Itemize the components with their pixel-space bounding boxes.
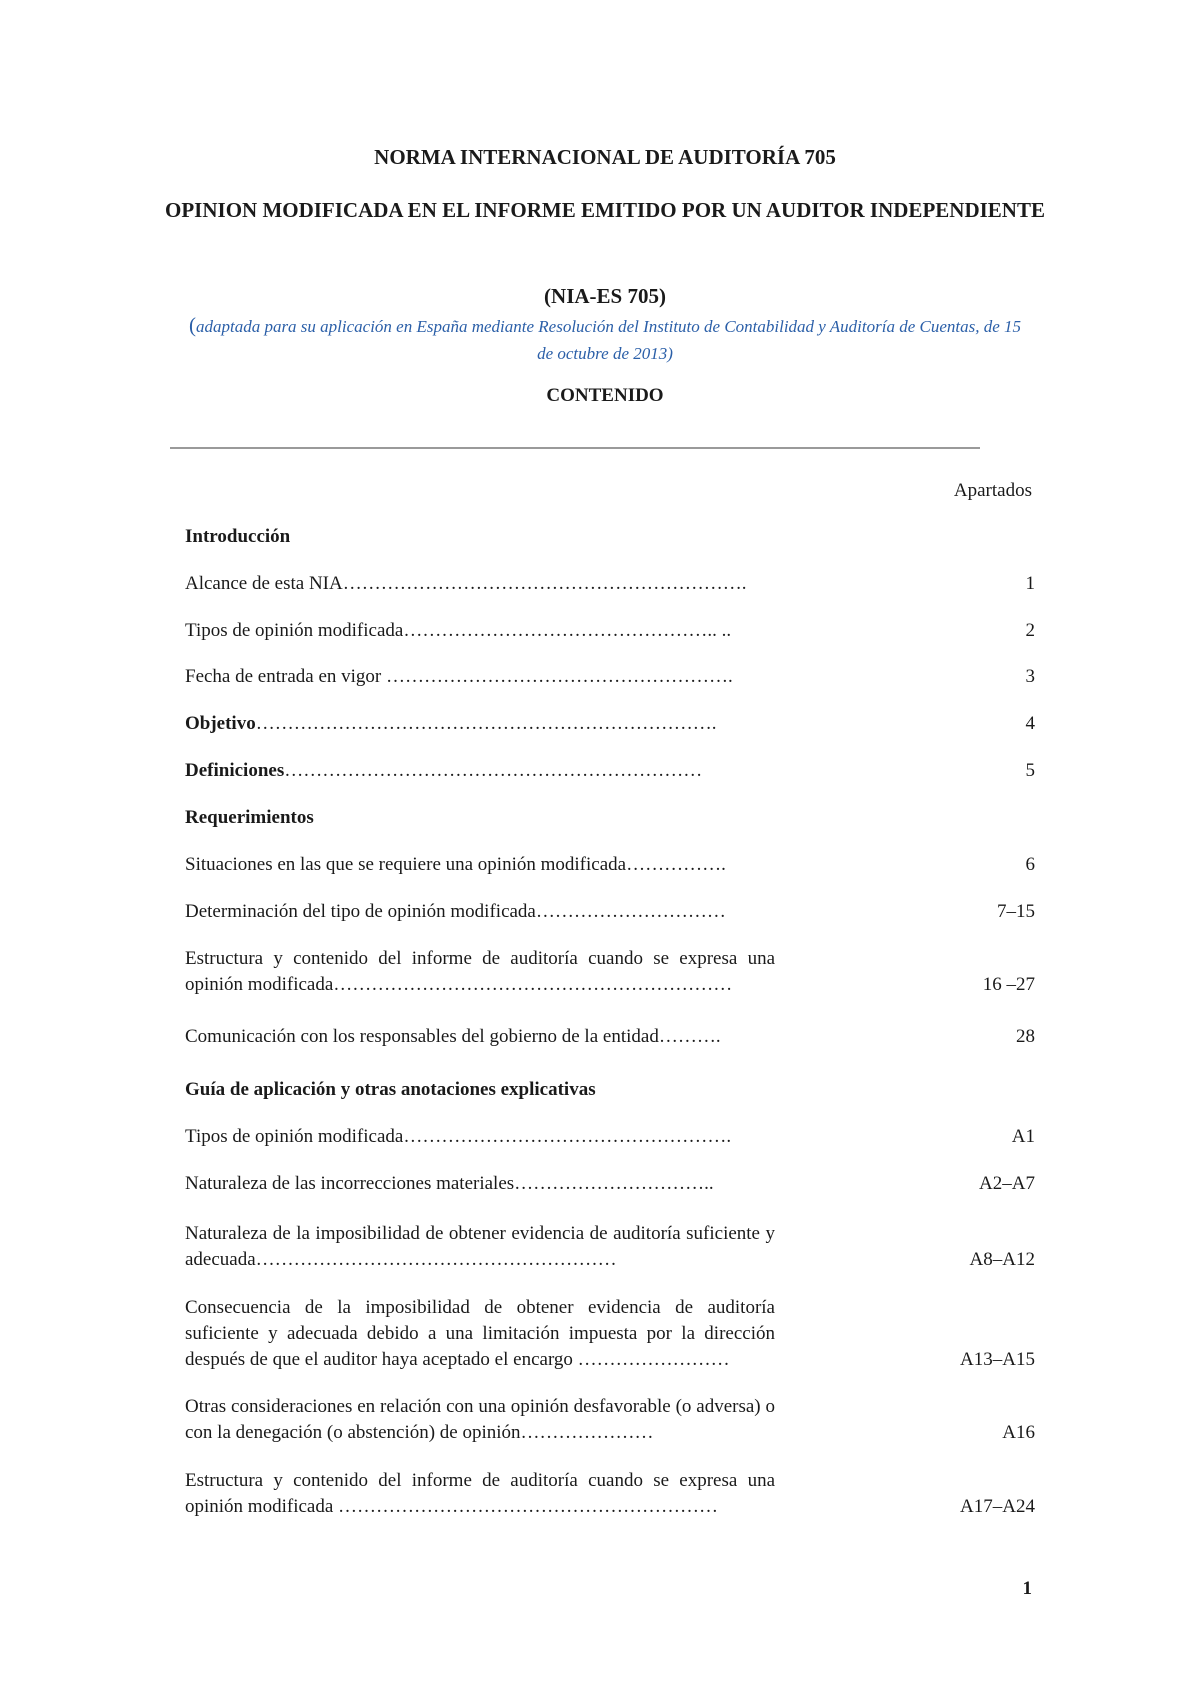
- toc-row-ref: A17–A24: [960, 1496, 1035, 1517]
- document-title: NORMA INTERNACIONAL DE AUDITORÍA 705: [374, 145, 836, 169]
- toc-row[interactable]: [185, 946, 1035, 998]
- toc-row[interactable]: [185, 899, 1035, 925]
- toc-column-header: Apartados: [953, 480, 1032, 501]
- toc-row-ref: 4: [1025, 713, 1035, 734]
- document-subtitle: OPINION MODIFICADA EN EL INFORME EMITIDO POR UN AUDITOR INDEPENDIENTE: [165, 198, 1045, 222]
- toc-row-label: Tipos de opinión modificada…………………………………………….: [185, 1126, 732, 1147]
- toc-row-ref: 6: [1025, 854, 1035, 875]
- toc-row[interactable]: [185, 1221, 1035, 1273]
- toc-row-label: Tipos de opinión modificada………………………………………….. ..: [185, 620, 732, 641]
- adaptation-note: (adaptada para su aplicación en España mediante Resolución del Instituto de Contabilidad y Auditoría de Cuentas, de 15 de octubre de 2013): [188, 313, 1022, 363]
- toc-row-label: Comunicación con los responsables del gobierno de la entidad……….: [185, 1026, 721, 1047]
- divider-rule: [170, 447, 980, 449]
- toc-row-ref: A2–A7: [979, 1173, 1035, 1194]
- toc-row-ref: A1: [1011, 1126, 1035, 1147]
- toc-row-label: Otras consideraciones en relación con una opinión desfavorable (o adversa) o con la denegación (o abstención) de opinión…………………: [185, 1396, 775, 1443]
- toc-row-label: Alcance de esta NIA……………………………………………………….: [185, 573, 747, 594]
- toc-row-label: Estructura y contenido del informe de auditoría cuando se expresa una opinión modificada ……………………………………………………: [185, 1470, 775, 1517]
- toc-row-definiciones[interactable]: [185, 758, 1035, 784]
- toc-row[interactable]: [185, 1295, 1035, 1373]
- toc-row-ref: 3: [1025, 666, 1035, 687]
- toc-row[interactable]: [185, 1468, 1035, 1520]
- toc-row[interactable]: [185, 618, 1035, 644]
- toc-row-bold: Objetivo: [185, 713, 256, 734]
- toc-row-ref: 2: [1025, 620, 1035, 641]
- toc-row-ref: 16 –27: [982, 974, 1035, 995]
- adaptation-text: adaptada para su aplicación en España mediante Resolución del Instituto de Contabilidad y Auditoría de Cuentas, de 15 de octubre de 2013): [195, 317, 1022, 363]
- toc-row-ref: A16: [1002, 1422, 1035, 1443]
- toc-row-label: ……………………………………………………………….: [255, 713, 717, 734]
- toc-row-label: Consecuencia de la imposibilidad de obtener evidencia de auditoría suficiente y adecuada debido a una limitación impuesta por la dirección después de que el auditor haya aceptado el encargo ……………………: [185, 1297, 775, 1370]
- contents-heading: CONTENIDO: [546, 385, 664, 406]
- toc-row-label: Determinación del tipo de opinión modificada…………………………: [185, 901, 726, 922]
- toc-row-ref: A8–A12: [969, 1249, 1035, 1270]
- toc-row-ref: A13–A15: [960, 1349, 1035, 1370]
- toc-row-label: Situaciones en las que se requiere una opinión modificada…………….: [185, 854, 726, 875]
- toc-row-ref: 7–15: [997, 901, 1035, 922]
- toc-row[interactable]: [185, 1171, 1035, 1197]
- toc-row[interactable]: [185, 1124, 1035, 1150]
- standard-code: (NIA-ES 705): [544, 284, 666, 308]
- toc-row-ref: 5: [1025, 760, 1035, 781]
- toc-row-ref: 28: [1016, 1026, 1035, 1047]
- toc-row-label: Naturaleza de las incorrecciones materiales…………………………..: [185, 1173, 714, 1194]
- toc-row[interactable]: [185, 1394, 1035, 1446]
- toc-row-label: Fecha de entrada en vigor ……………………………………………….: [185, 666, 733, 687]
- toc-row[interactable]: [185, 852, 1035, 878]
- toc-row-objetivo[interactable]: [185, 711, 1035, 737]
- toc-row-label: …………………………………………………………: [284, 760, 703, 781]
- page-number: 1: [1022, 1578, 1032, 1599]
- toc-row-bold: Definiciones: [185, 760, 285, 781]
- toc-row[interactable]: [185, 1024, 1035, 1050]
- toc-row[interactable]: [185, 664, 1035, 690]
- toc-row-label: Estructura y contenido del informe de auditoría cuando se expresa una opinión modificada………………………………………………………: [185, 948, 775, 995]
- toc-row[interactable]: [185, 571, 1035, 597]
- toc-row-label: Naturaleza de la imposibilidad de obtener evidencia de auditoría suficiente y adecuada…………………………………………………: [185, 1223, 775, 1270]
- toc-row-ref: 1: [1025, 573, 1035, 594]
